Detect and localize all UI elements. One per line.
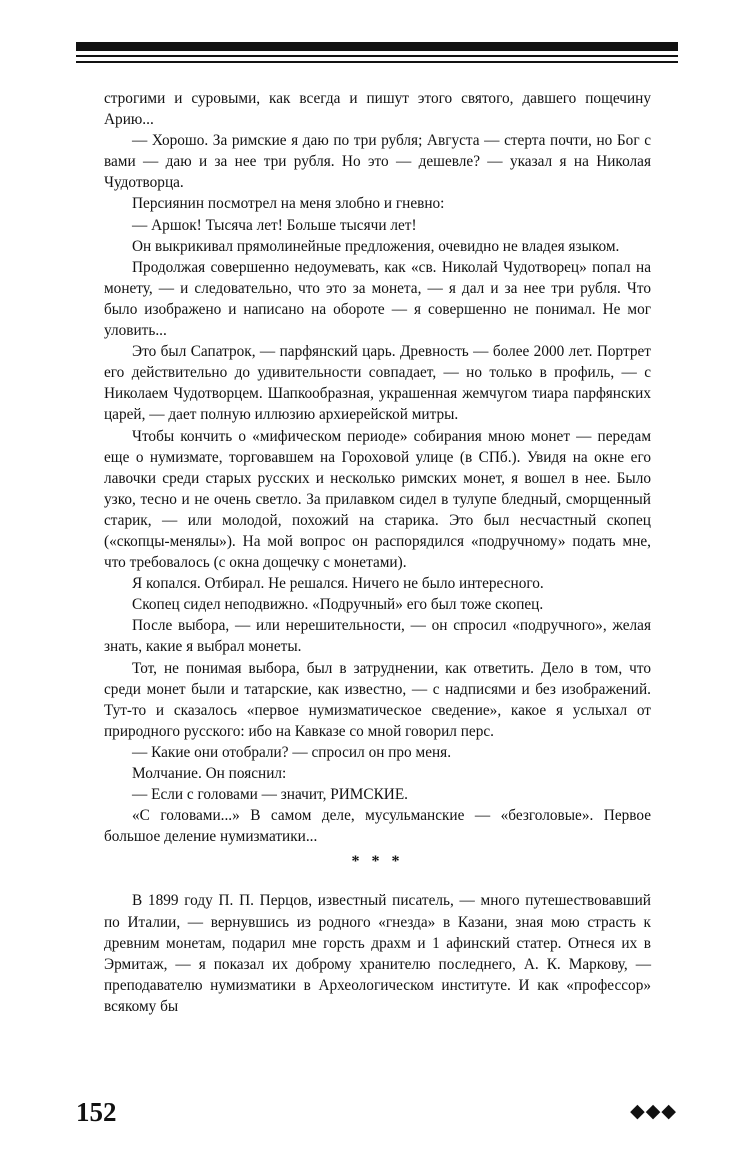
paragraph: Он выкрикивал прямолинейные предложения, очевидно не владея языком. bbox=[132, 237, 620, 255]
paragraph: «С головами...» В самом деле, мусульманские — «безголовые». Первое большое деление нумизматики... bbox=[104, 807, 651, 846]
header-rule-thin-second bbox=[76, 61, 678, 63]
paragraph: строгими и суровыми, как всегда и пишут этого святого, давшего пощечину Арию... bbox=[104, 90, 651, 129]
paragraph: — Аршок! Тысяча лет! Больше тысячи лет! bbox=[132, 216, 417, 234]
paragraph: Продолжая совершенно недоумевать, как «св. Николай Чудотворец» попал на монету, — и следовательно, что это за монета, — я дал и за нее три рубля. Что было изображено и написано на обороте — я совершенно не понимал. Не мог уловить... bbox=[104, 258, 651, 340]
header-rule-thick bbox=[76, 42, 678, 51]
header-rule bbox=[76, 42, 678, 63]
paragraph: Молчание. Он пояснил: bbox=[132, 765, 287, 782]
paragraph: Это был Сапатрок, — парфянский царь. Древность — более 2000 лет. Портрет его действительно до удивительности совпадает, — но только в профиль, — с Николаем Чудотворцем. Шапкообразная, украшенная жемчугом тиара парфянских царей, — дает полную иллюзию архиерейской митры. bbox=[104, 343, 651, 424]
paragraph: Скопец сидел неподвижно. «Подручный» его был тоже скопец. bbox=[132, 596, 544, 614]
paragraph: — Какие они отобрали? — спросил он про меня. bbox=[132, 743, 452, 761]
paragraph: — Если с головами — значит, РИМСКИЕ. bbox=[132, 786, 409, 804]
paragraph: — Хорошо. За римские я даю по три рубля; Августа — стерта почти, но Бог с вами — даю и за нее три рубля. Но это — дешевле? — указал я на Николая Чудотворца. bbox=[104, 132, 651, 192]
paragraph: Тот, не понимая выбора, был в затруднении, как ответить. Дело в том, что среди монет были и татарские, как известно, — с надписями и без изображений. Тут-то и сказалось «первое нумизматическое сведение», какое я услыхал от природного русского: ибо на Кавказе со мной говорил перс. bbox=[104, 659, 651, 740]
header-rule-thin bbox=[76, 55, 678, 57]
paragraph: После выбора, — или нерешительности, — он спросил «подручного», желая знать, какие я выбрал монеты. bbox=[104, 617, 651, 656]
paragraph: Я копался. Отбирал. Не решался. Ничего не было интересного. bbox=[132, 575, 544, 593]
paragraph: В 1899 году П. П. Перцов, известный писатель, — много путешествовавший по Италии, — вернувшись из родного «гнезда» в Казани, зная мою страсть к древним монетам, подарил мне горсть драхм и 1 афинский статер. Отнеся их в Эрмитаж, — я показал их доброму хранителю последнего, А. К. Маркову, — преподавателю нумизматики в Археологическом институте. И как «профессор» всякому бы bbox=[104, 892, 651, 1015]
section-separator: * * * bbox=[351, 853, 404, 871]
paragraph: Персиянин посмотрел на меня злобно и гневно: bbox=[132, 195, 445, 213]
page-number: 152 bbox=[76, 1097, 117, 1127]
paragraph: Чтобы кончить о «мифическом периоде» собирания мною монет — передам еще о нумизмате, торговавшем на Гороховой улице (в СПб.). Увидя на окне его лавочки среди старых русских и несколько римских монет, я вошел в нее. Было узко, тесно и не очень светло. За прилавком сидел в тулупе бледный, сморщенный старик, — или молодой, похожий на старика. Это был несчастный скопец («скопцы-менялы»). На мой вопрос он распорядился «подручному» подать мне, что требовалось (с окна дощечку с монетами). bbox=[104, 427, 651, 572]
diamond-ornament-icon: ◆◆◆ bbox=[630, 1101, 677, 1122]
body-text bbox=[104, 88, 651, 1017]
